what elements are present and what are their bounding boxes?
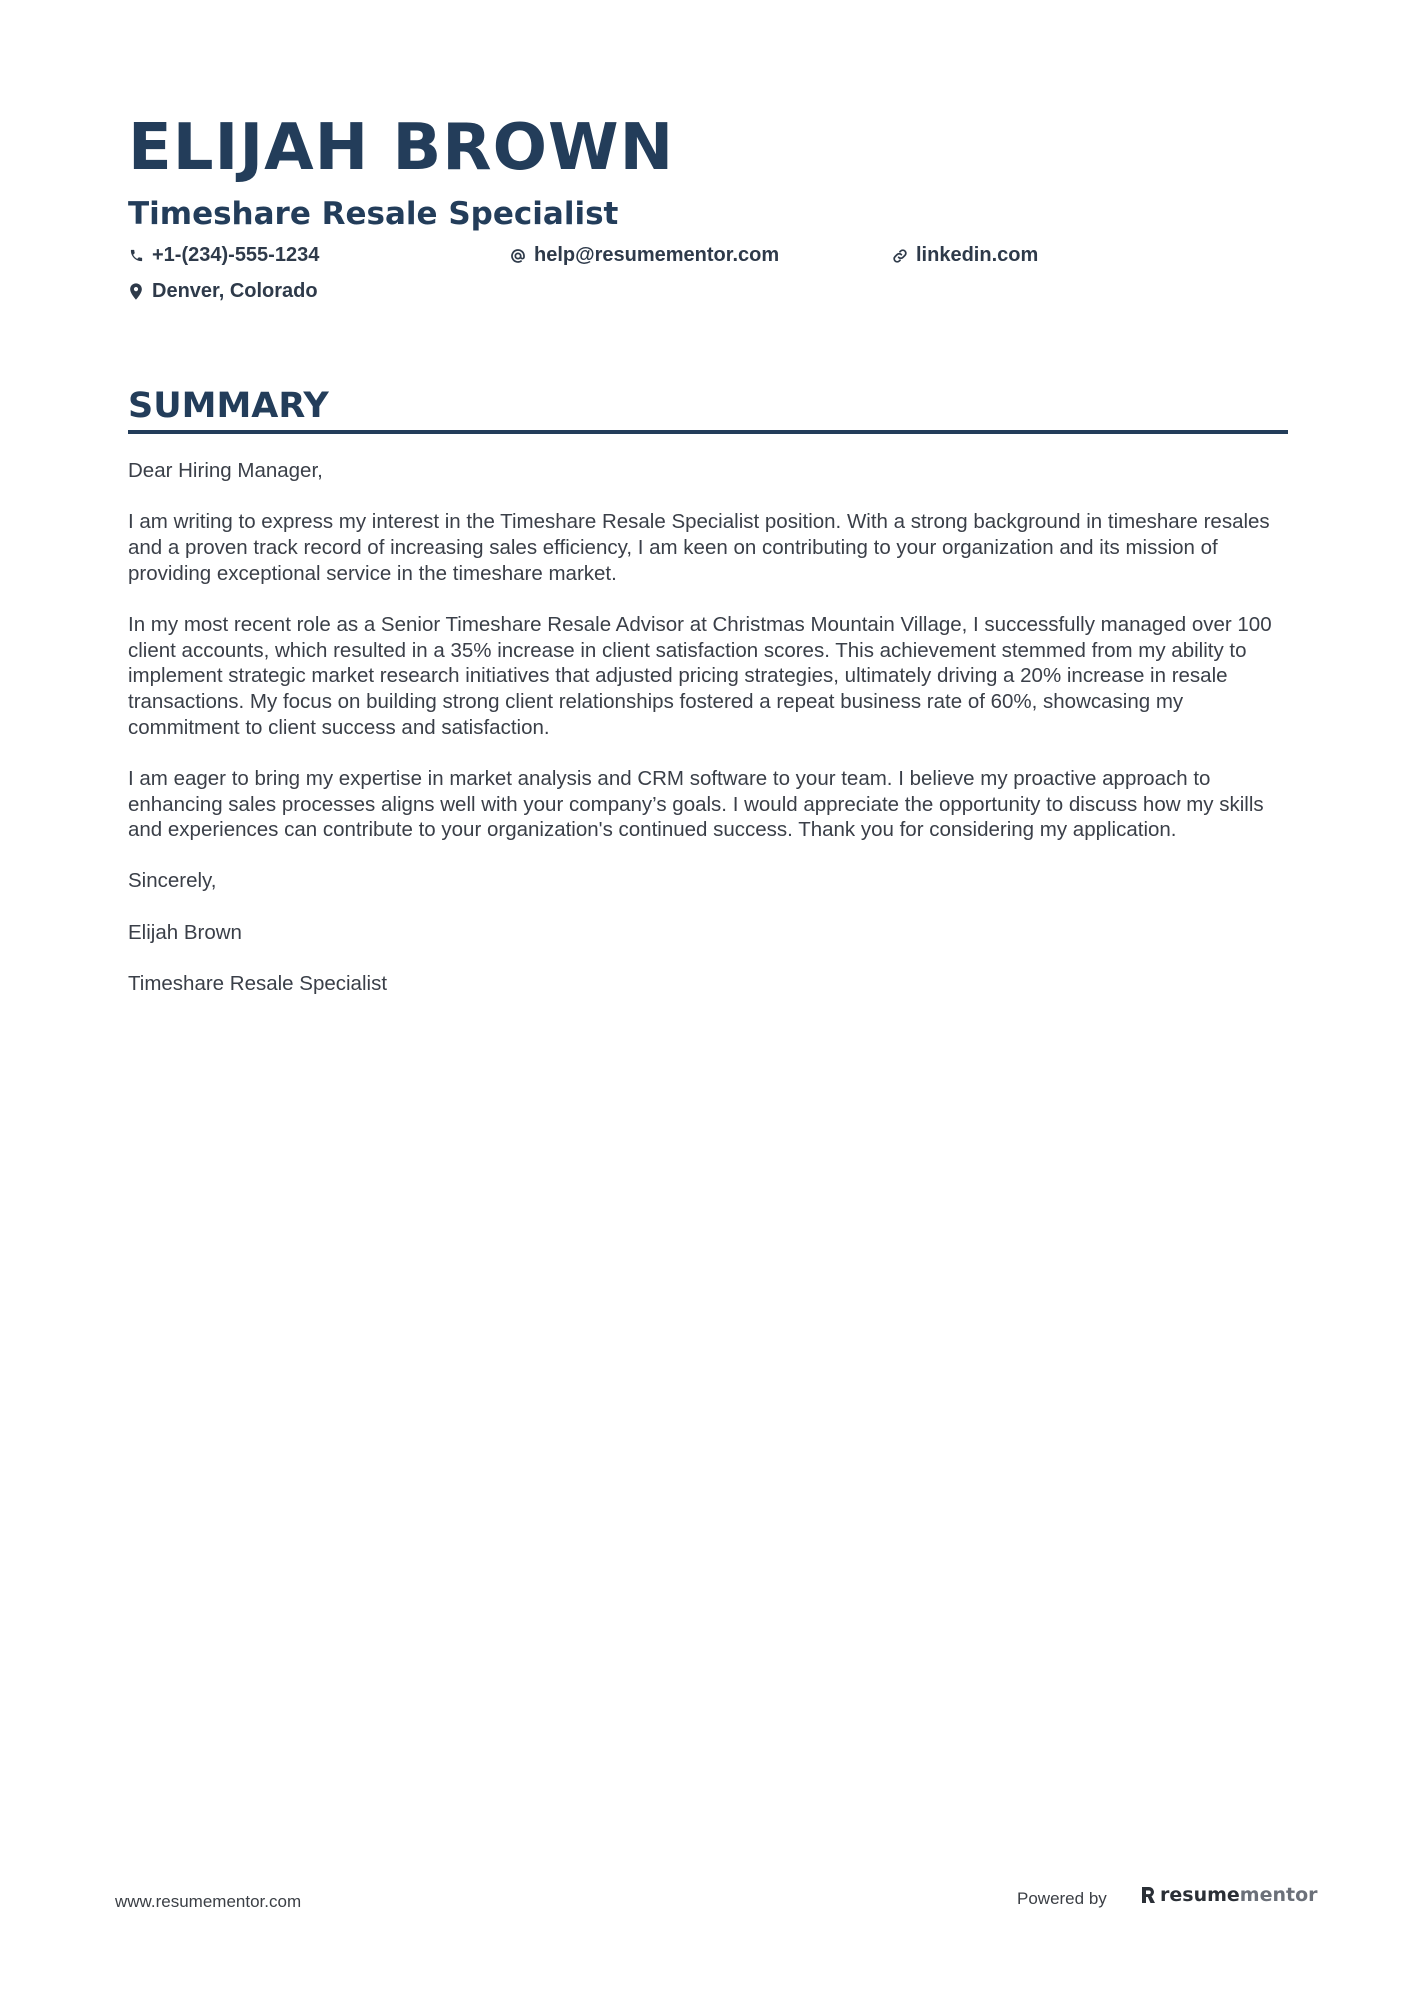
at-icon <box>510 247 526 265</box>
letter-body <box>128 458 1288 997</box>
contact-location <box>128 280 318 303</box>
header <box>128 108 1288 314</box>
paragraph-1: I am writing to express my interest in the Timeshare Resale Specialist position. With a strong background in timeshare resales and a proven track record of increasing sales efficiency, I am keen on contributing to your organization and its mission of providing exceptional service in the timeshare market. <box>128 510 1270 585</box>
location-text: Denver, Colorado <box>152 280 318 302</box>
signature-name: Elijah Brown <box>128 920 242 944</box>
map-pin-icon <box>128 283 144 301</box>
contact-phone[interactable] <box>128 244 319 267</box>
contact-info <box>128 244 1288 314</box>
contact-link[interactable] <box>892 244 1038 267</box>
link-icon <box>892 247 908 265</box>
brand-logo[interactable] <box>1140 1884 1318 1906</box>
paragraph-3: I am eager to bring my expertise in market analysis and CRM software to your team. I believe my proactive approach to enhancing sales processes aligns well with your company’s goals. I would appreciate the opportunity to discuss how my skills and experiences can contribute to your organization's continued success. Thank you for considering my application. <box>128 766 1264 842</box>
footer-url[interactable]: www.resumementor.com <box>115 1892 302 1911</box>
brand-name-part2: mentor <box>1239 1884 1318 1906</box>
section-title: SUMMARY <box>128 386 329 426</box>
phone-text: +1-(234)-555-1234 <box>152 244 320 266</box>
section-divider <box>128 430 1288 434</box>
phone-icon <box>128 247 144 265</box>
brand-name-part1: resume <box>1160 1884 1240 1906</box>
summary-section <box>128 384 1288 1022</box>
salutation: Dear Hiring Manager, <box>128 459 323 482</box>
contact-email[interactable] <box>510 244 779 267</box>
closing: Sincerely, <box>128 869 217 893</box>
link-text: linkedin.com <box>916 244 1039 266</box>
paragraph-2: In my most recent role as a Senior Timeshare Resale Advisor at Christmas Mountain Village, I successfully managed over 100 client accounts, which resulted in a 35% increase in client satisfaction scores. This achievement stemmed from my ability to implement strategic market research initiatives that adjusted pricing strategies, ultimately driving a 20% increase in resale transactions. My focus on building strong client relationships fostered a repeat business rate of 60%, showcasing my commitment to client success and satisfaction. <box>128 612 1272 739</box>
powered-by-label: Powered by <box>1017 1889 1107 1908</box>
candidate-name: ELIJAH BROWN <box>128 111 675 185</box>
candidate-role: Timeshare Resale Specialist <box>128 196 619 232</box>
email-text: help@resumementor.com <box>534 244 780 266</box>
brand-mark-icon <box>1140 1885 1156 1905</box>
signature-title: Timeshare Resale Specialist <box>128 971 388 995</box>
